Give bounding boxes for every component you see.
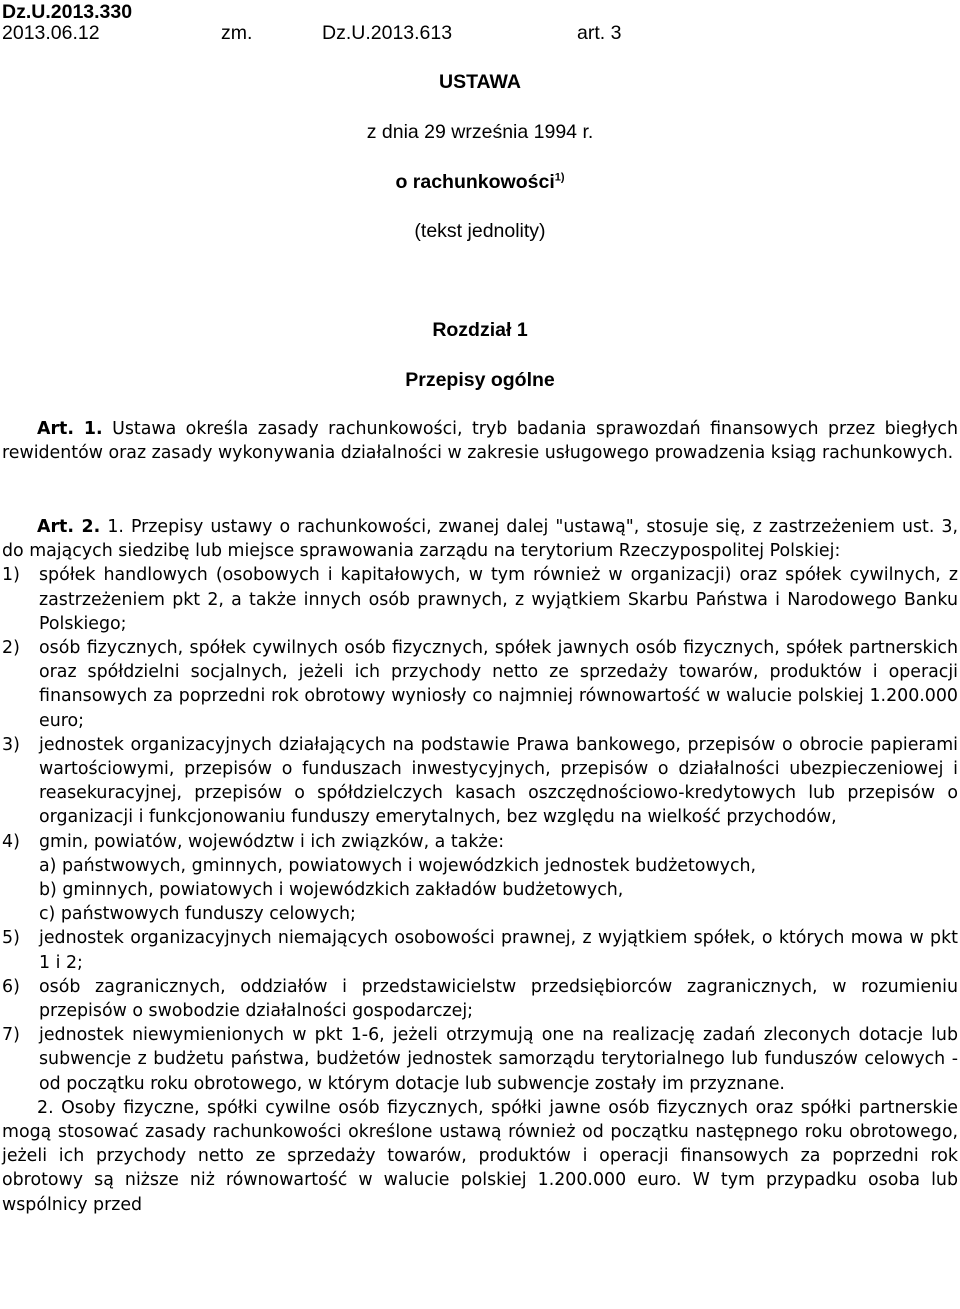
article-1-text: Ustawa określa zasady rachunkowości, tryb badania sprawozdań finansowych przez biegłych rewidentów oraz zasady wykonywania działalności w zakresie usługowego prowadzenia ksiąg rachunkowych. xyxy=(2,419,959,464)
list-item-number: 2) xyxy=(2,638,20,659)
list-item-text: jednostek organizacyjnych działających na podstawie Prawa bankowego, przepisów o obrocie papierami wartościowymi, przepisów o funduszach inwestycyjnych, przepisów o działalności ubezpieczeniowej i reasekuracyjnej, przepisów o spółdzielczych kasach oszczędnościowo-kredytowych lub przepisów o organizacji i funkcjonowaniu funduszy emerytalnych, bez względu na wielkość przychodów, xyxy=(39,734,958,828)
list-item-text: osób fizycznych, spółek cywilnych osób fizycznych, spółek jawnych osób fizycznych, spółek partnerskich oraz spółdzielni socjalnych, jeżeli ich przychody netto ze sprzedaży towarów, produktów i operacji finansowych za poprzedni rok obrotowy wyniosły co najmniej równowartość w walucie polskiej 1.200.000 euro; xyxy=(39,638,958,731)
article-2 xyxy=(2,515,958,1217)
list-item-number: 1) xyxy=(2,565,20,586)
chapter-number: Rozdział 1 xyxy=(432,319,528,341)
sub-list-item: a) państwowych, gminnych, powiatowych i wojewódzkich jednostek budżetowych, xyxy=(39,855,757,876)
footnote-marker: 1) xyxy=(554,171,565,184)
list-item-number: 5) xyxy=(2,928,20,949)
list-item-number: 3) xyxy=(2,734,20,755)
header-change: zm. xyxy=(221,22,253,44)
list-item xyxy=(2,1023,958,1096)
list-item xyxy=(2,563,958,636)
act-date: z dnia 29 września 1994 r. xyxy=(366,121,594,143)
article-1 xyxy=(2,417,958,465)
article-1-label: Art. 1. xyxy=(37,419,103,439)
article-2-label: Art. 2. xyxy=(37,517,101,537)
article-2-ust2: 2. Osoby fizyczne, spółki cywilne osób fizycznych, spółki jawne osób fizycznych oraz spółki partnerskie mogą stosować zasady rachunkowości określone ustawą również od początku następnego roku obrotowego, jeżeli ich przychody netto ze sprzedaży towarów, produktów i operacji finansowych za poprzedni rok obrotowy są niższe niż równowartość w walucie polskiej 1.200.000 euro. W tym przypadku osoba lub wspólnicy przed xyxy=(2,1097,958,1215)
list-item-number: 7) xyxy=(2,1025,20,1046)
list-item-text: spółek handlowych (osobowych i kapitałowych, w tym również w organizacji) oraz spółek cywilnych, z zastrzeżeniem pkt 2, a także innych osób prawnych, z wyjątkiem Skarbu Państwa i Narodowego Banku Polskiego; xyxy=(39,565,958,634)
header-article: art. 3 xyxy=(577,22,622,44)
list-item xyxy=(2,636,958,733)
list-item xyxy=(2,975,958,1023)
list-item xyxy=(2,733,958,830)
act-variant: (tekst jednolity) xyxy=(414,220,546,242)
header-ref: Dz.U.2013.330 xyxy=(2,1,133,23)
list-item-text: osób zagranicznych, oddziałów i przedstawicielstw przedsiębiorców zagranicznych, w rozumieniu przepisów o swobodzie działalności gospodarczej; xyxy=(39,976,958,1022)
list-item xyxy=(2,926,958,974)
list-item-number: 6) xyxy=(2,976,20,997)
act-subject-text: o rachunkowości xyxy=(395,171,555,193)
list-item-text: gmin, powiatów, województw i ich związków, a także: xyxy=(39,831,505,852)
list-item-number: 4) xyxy=(2,831,20,852)
list-item xyxy=(2,830,958,854)
list-item-text: jednostek organizacyjnych niemających osobowości prawnej, z wyjątkiem spółek, o których mowa w pkt 1 i 2; xyxy=(39,928,958,973)
article-2-ust1-num: 1. xyxy=(107,517,124,537)
act-type: USTAWA xyxy=(439,71,521,93)
sub-list-item: b) gminnych, powiatowych i wojewódzkich zakładów budżetowych, xyxy=(39,880,624,901)
list-item-text: jednostek niewymienionych w pkt 1-6, jeżeli otrzymują one na realizację zadań zleconych dotacje lub subwencje z budżetu państwa, budżetów jednostek samorządu terytorialnego lub funduszów celowych - od początku roku obrotowego, w którym dotacje lub subwencje zostały im przyznane. xyxy=(39,1025,958,1094)
act-subject xyxy=(0,171,960,194)
chapter-name: Przepisy ogólne xyxy=(405,369,555,391)
article-2-ust1-text: Przepisy ustawy o rachunkowości, zwanej dalej "ustawą", stosuje się, z zastrzeżeniem ust. 3, do mających siedzibę lub miejsce sprawowania zarządu na terytorium Rzeczypospolitej Polskiej: xyxy=(2,517,959,562)
header-date: 2013.06.12 xyxy=(2,22,100,44)
header-change-ref: Dz.U.2013.613 xyxy=(322,22,453,44)
sub-list-item: c) państwowych funduszy celowych; xyxy=(39,904,356,925)
